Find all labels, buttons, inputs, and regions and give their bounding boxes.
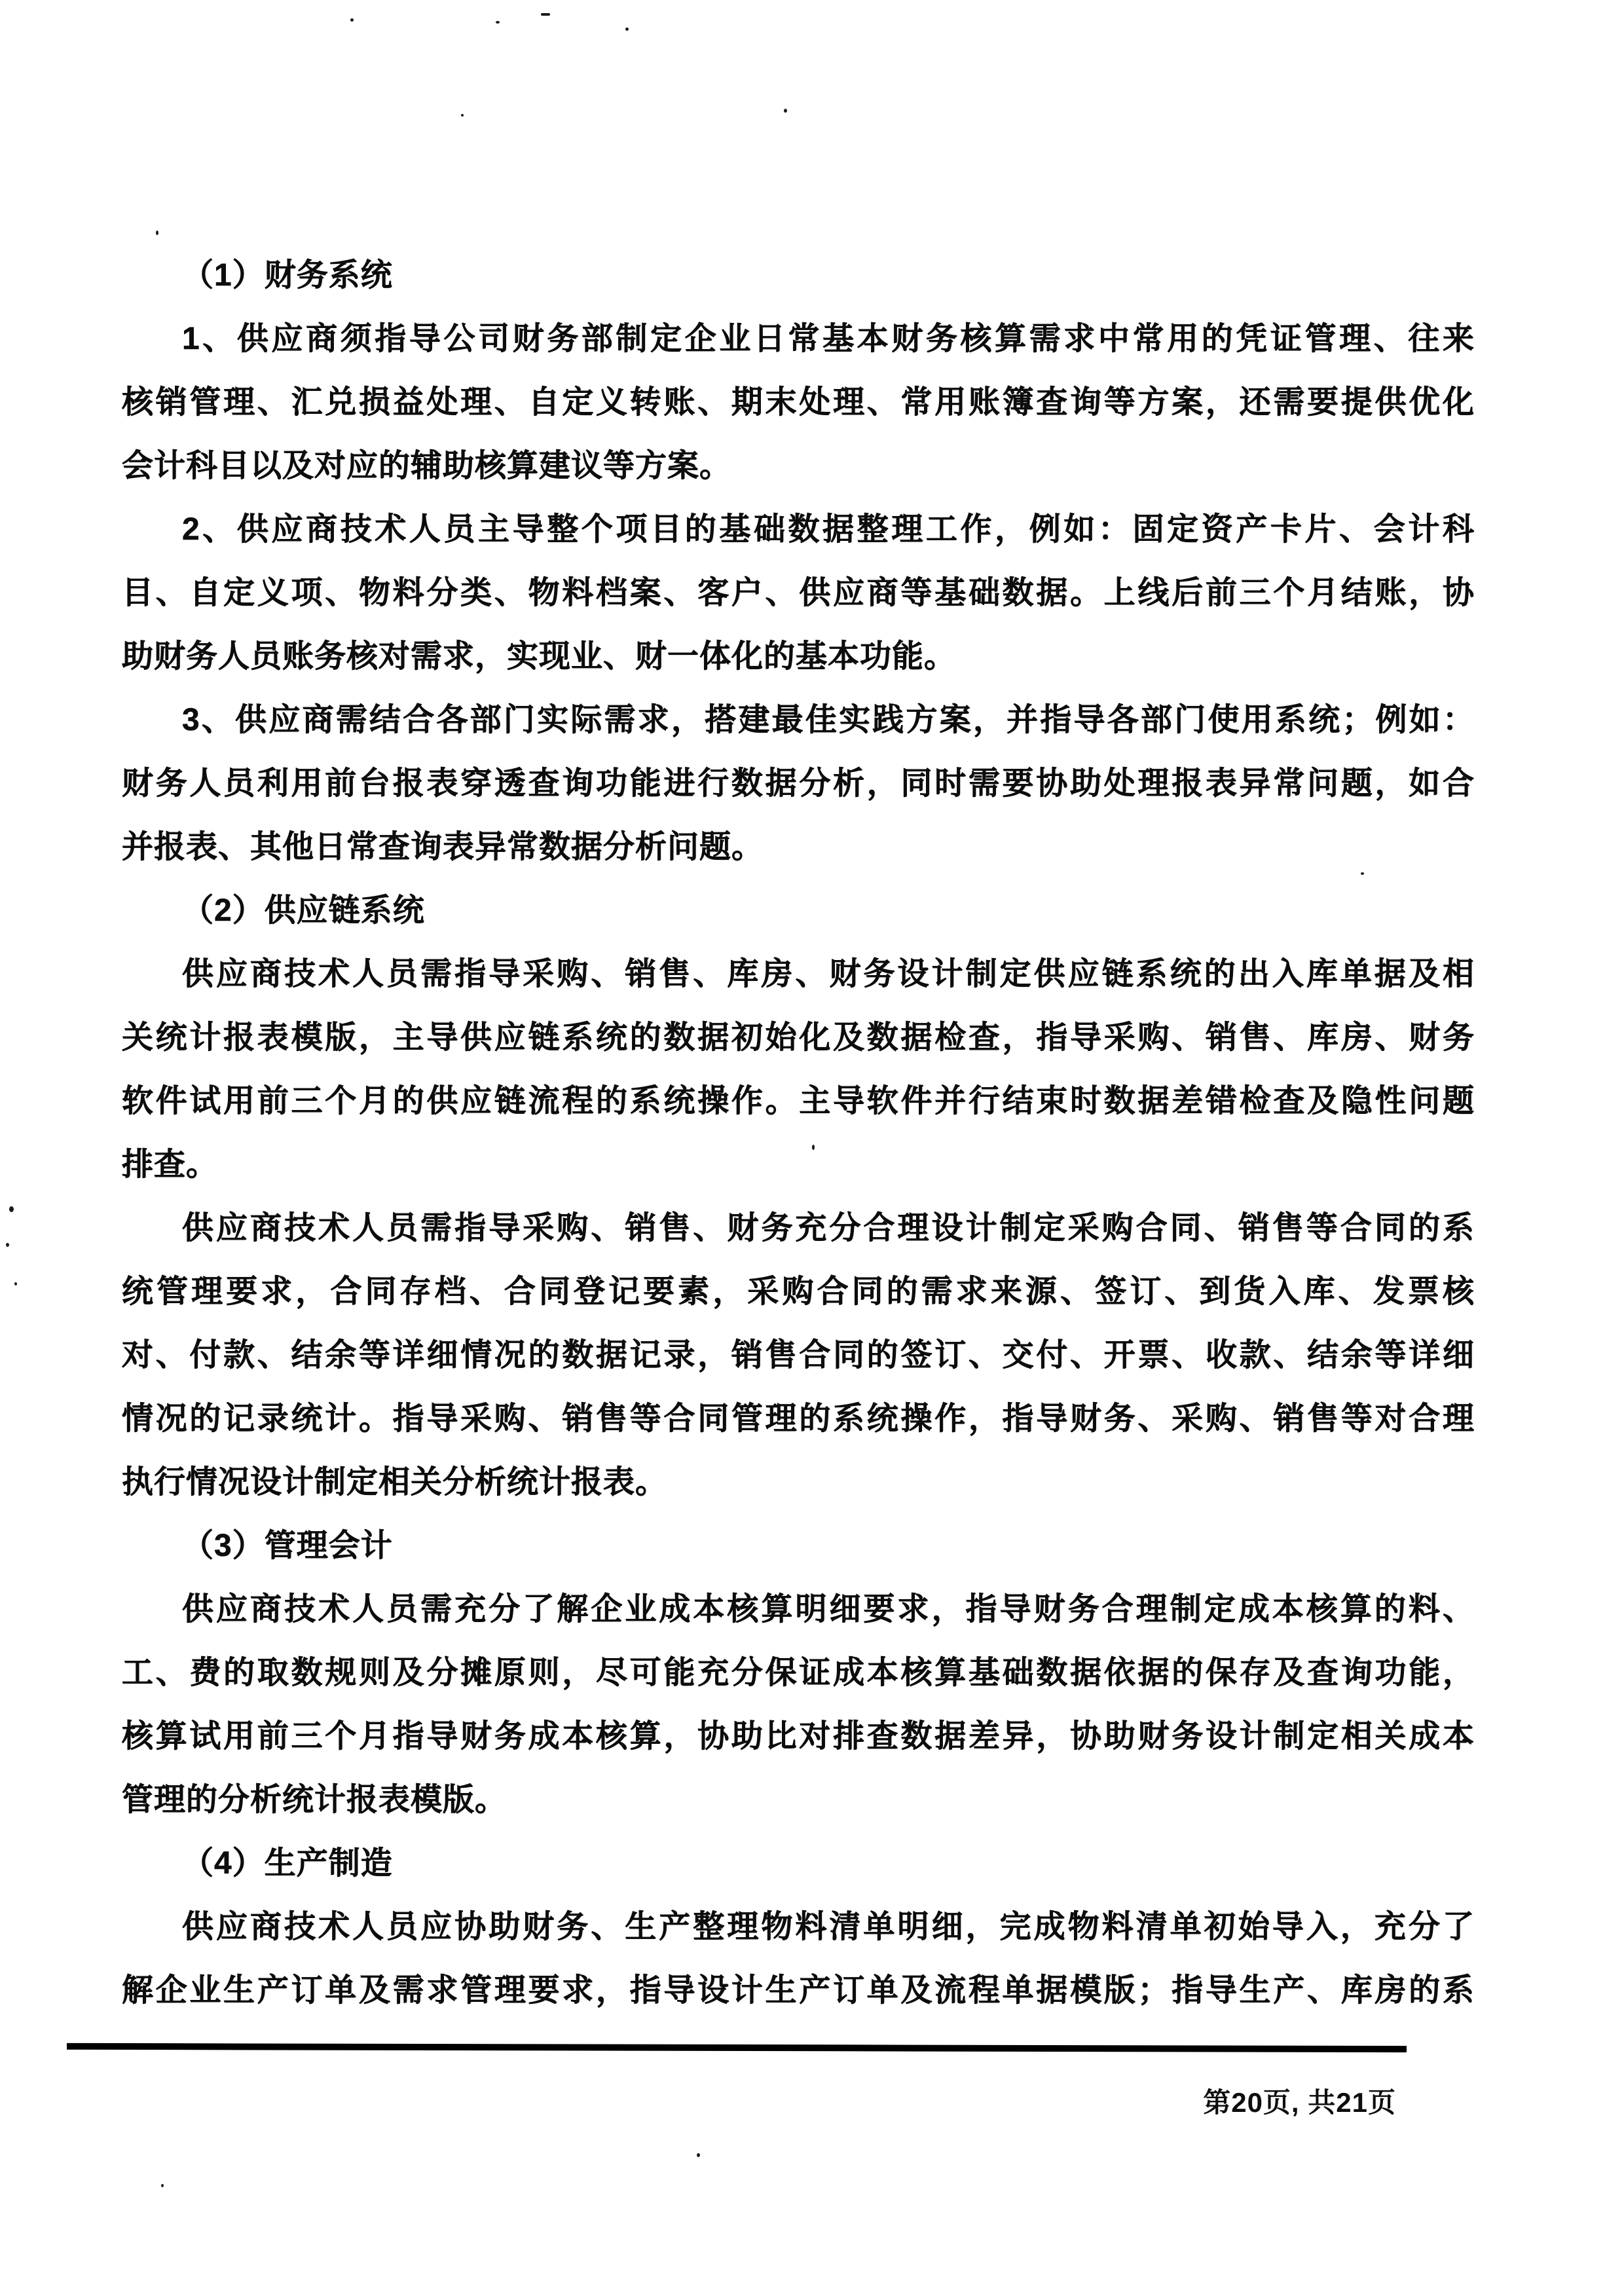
section-heading: （2）供应链系统: [182, 893, 425, 928]
text-line: 排查。: [122, 1147, 219, 1182]
text-line: 对、付款、结余等详细情况的数据记录，销售合同的签订、交付、开票、收款、结余等详细: [122, 1338, 1475, 1373]
text-line: 关统计报表模版，主导供应链系统的数据初始化及数据检查，指导采购、销售、库房、财务: [122, 1020, 1475, 1055]
text-line: 会计科目以及对应的辅助核算建议等方案。: [122, 449, 732, 483]
text-line: 1、供应商须指导公司财务部制定企业日常基本财务核算需求中常用的凭证管理、往来: [182, 322, 1475, 356]
scan-speck: [784, 109, 787, 113]
footer-divider-line: [67, 2043, 1407, 2052]
text-line: 财务人员利用前台报表穿透查询功能进行数据分析，同时需要协助处理报表异常问题，如合: [122, 766, 1475, 801]
scan-speck: [625, 28, 629, 31]
text-line: 并报表、其他日常查询表异常数据分析问题。: [122, 830, 764, 864]
text-line: 供应商技术人员需充分了解企业成本核算明细要求，指导财务合理制定成本核算的料、: [182, 1592, 1475, 1627]
text-line: 核销管理、汇兑损益处理、自定义转账、期末处理、常用账簿查询等方案，还需要提供优化: [122, 385, 1475, 420]
scan-speck: [350, 18, 354, 22]
scan-speck: [812, 1145, 815, 1150]
text-line: 3、供应商需结合各部门实际需求，搭建最佳实践方案，并指导各部门使用系统；例如：: [182, 703, 1475, 737]
text-line: 执行情况设计制定相关分析统计报表。: [122, 1465, 668, 1500]
page-number: 第20页, 共21页: [1203, 2087, 1396, 2118]
document-body: [122, 244, 1475, 2022]
scan-speck: [697, 2153, 700, 2157]
scan-speck: [496, 21, 500, 24]
section-heading: （3）管理会计: [182, 1528, 393, 1563]
text-line: 解企业生产订单及需求管理要求，指导设计生产订单及流程单据模版；指导生产、库房的系: [122, 1973, 1475, 2008]
scan-speck: [6, 1243, 9, 1247]
text-line: 目、自定义项、物料分类、物料档案、客户、供应商等基础数据。上线后前三个月结账，协: [122, 576, 1475, 610]
scan-speck: [14, 1282, 17, 1285]
scan-speck: [1361, 872, 1364, 875]
text-line: 供应商技术人员需指导采购、销售、库房、财务设计制定供应链系统的出入库单据及相: [182, 957, 1475, 991]
section-heading: （1）财务系统: [182, 258, 393, 293]
text-line: 管理的分析统计报表模版。: [122, 1783, 507, 1817]
text-line: 情况的记录统计。指导采购、销售等合同管理的系统操作，指导财务、采购、销售等对合理: [122, 1401, 1475, 1436]
scan-speck: [541, 13, 550, 16]
text-line: 统管理要求，合同存档、合同登记要素，采购合同的需求来源、签订、到货入库、发票核: [122, 1274, 1475, 1309]
text-line: 供应商技术人员应协助财务、生产整理物料清单明细，完成物料清单初始导入，充分了: [182, 1910, 1475, 1944]
scan-speck: [9, 1206, 14, 1212]
scan-speck: [461, 114, 464, 117]
section-heading: （4）生产制造: [182, 1846, 393, 1881]
text-line: 软件试用前三个月的供应链流程的系统操作。主导软件并行结束时数据差错检查及隐性问题: [122, 1084, 1475, 1118]
scan-speck: [161, 2184, 164, 2187]
text-line: 2、供应商技术人员主导整个项目的基础数据整理工作，例如：固定资产卡片、会计科: [182, 512, 1475, 547]
text-line: 工、费的取数规则及分摊原则，尽可能充分保证成本核算基础数据依据的保存及查询功能，: [122, 1655, 1475, 1690]
text-line: 供应商技术人员需指导采购、销售、财务充分合理设计制定采购合同、销售等合同的系: [182, 1211, 1475, 1246]
text-line: 核算试用前三个月指导财务成本核算，协助比对排查数据差异，协助财务设计制定相关成本: [122, 1719, 1475, 1754]
scan-speck: [156, 231, 158, 235]
text-line: 助财务人员账务核对需求，实现业、财一体化的基本功能。: [122, 639, 957, 674]
